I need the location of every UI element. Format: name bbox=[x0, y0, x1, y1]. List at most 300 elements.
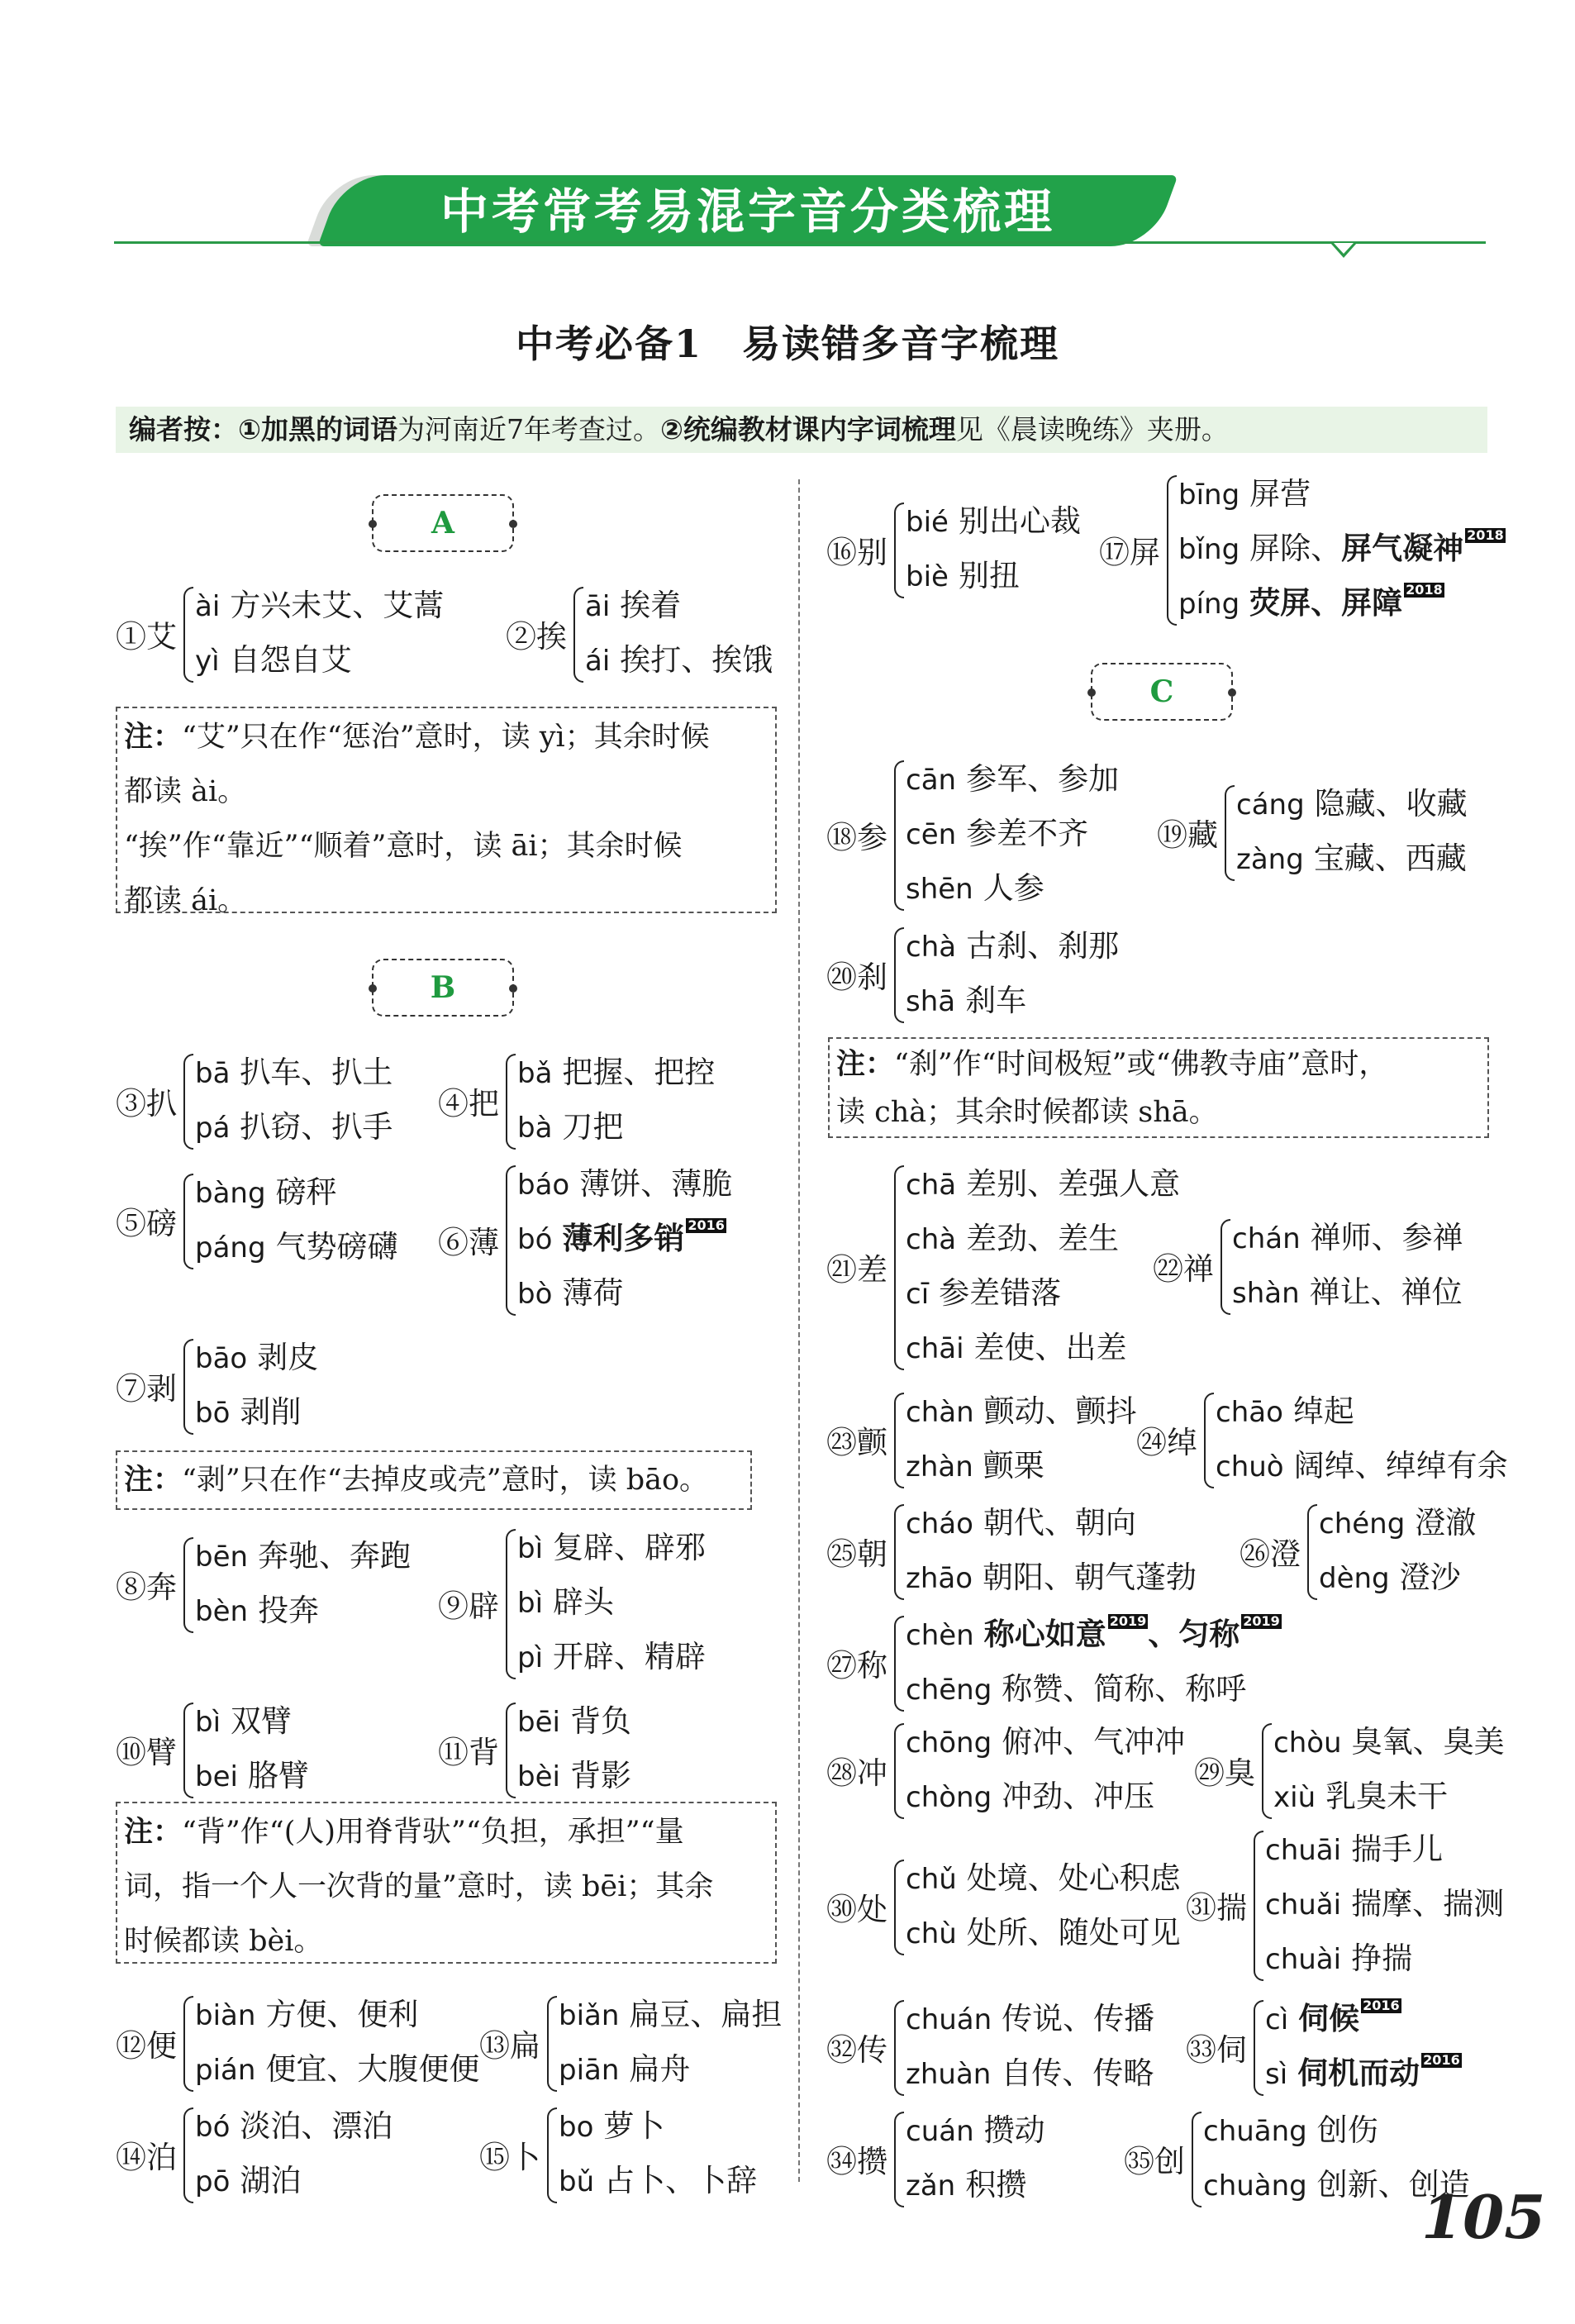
entry-head: ㉑差 bbox=[826, 1252, 887, 1288]
words: 气势磅礴 bbox=[275, 1229, 398, 1264]
note-label: 注： bbox=[124, 721, 183, 754]
entry-head: ⑧奔 bbox=[116, 1569, 177, 1605]
words: 复辟、辟邪 bbox=[553, 1530, 707, 1565]
pinyin: bó bbox=[195, 2111, 231, 2144]
brace bbox=[506, 1529, 516, 1679]
words: 隐藏、收藏 bbox=[1314, 786, 1468, 821]
words: 自怨自艾 bbox=[229, 642, 352, 678]
words: 参军、参加 bbox=[966, 761, 1120, 797]
pinyin: cī bbox=[906, 1278, 930, 1311]
pinyin: bó bbox=[517, 1223, 553, 1256]
words: 澄沙 bbox=[1399, 1560, 1461, 1595]
words: 颤栗 bbox=[983, 1448, 1044, 1483]
reading bbox=[195, 2099, 393, 2154]
entry-head: ㉔绰 bbox=[1136, 1425, 1197, 1460]
words: 扁豆、扁担 bbox=[629, 1997, 783, 2032]
words: 澄澈 bbox=[1415, 1505, 1477, 1541]
words: 绰起 bbox=[1292, 1393, 1354, 1429]
words: 薄荷 bbox=[562, 1275, 624, 1311]
reading bbox=[195, 1529, 411, 1583]
reading bbox=[1236, 777, 1468, 831]
words: 屏营 bbox=[1249, 476, 1311, 512]
pinyin: bīng bbox=[1178, 479, 1240, 512]
words-bold: 屏气凝神 bbox=[1341, 531, 1464, 566]
reading bbox=[517, 1100, 623, 1155]
entry-head: ㉚处 bbox=[826, 1892, 887, 1927]
words: 创新、创造 bbox=[1316, 2167, 1470, 2203]
pinyin: ài bbox=[195, 590, 221, 623]
words: 处所、随处可见 bbox=[966, 1915, 1181, 1950]
reading bbox=[1273, 1715, 1505, 1769]
words: 传说、传播 bbox=[1002, 2001, 1155, 2036]
pinyin: chán bbox=[1232, 1222, 1301, 1255]
entry-head: ⑯别 bbox=[826, 535, 887, 570]
reading bbox=[906, 1266, 1061, 1321]
entry-head: ⑳刹 bbox=[826, 960, 887, 995]
words: 差使、出差 bbox=[973, 1330, 1127, 1365]
reading bbox=[906, 861, 1044, 916]
note-label: 注： bbox=[124, 1816, 183, 1849]
pinyin: chuò bbox=[1216, 1450, 1284, 1483]
reading bbox=[517, 1212, 726, 1266]
note-line: 词，指一个人一次背的量”意时，读 bēi；其余 bbox=[124, 1870, 714, 1903]
note-line: “艾”只在作“惩治”意时，读 yì；其余时候 bbox=[182, 721, 710, 754]
words: 伺机而动 bbox=[1297, 2055, 1420, 2091]
pinyin: chuài bbox=[1265, 1943, 1342, 1976]
entry-head: ⑦剥 bbox=[116, 1371, 177, 1407]
note-label: 注： bbox=[124, 1464, 183, 1497]
pinyin: bāo bbox=[195, 1342, 248, 1375]
words: 挨打、挨饿 bbox=[620, 642, 773, 678]
pinyin: chòu bbox=[1273, 1726, 1342, 1760]
note-line: “挨”作“靠近”“顺着”意时，读 āi；其余时候 bbox=[124, 830, 683, 863]
pinyin: biàn bbox=[195, 1999, 256, 2032]
reading bbox=[517, 1045, 715, 1100]
reading bbox=[906, 1157, 1180, 1212]
reading bbox=[906, 549, 1020, 603]
words: 称赞、简称、称呼 bbox=[1002, 1671, 1247, 1707]
brace bbox=[894, 2000, 904, 2096]
pinyin: zhāo bbox=[906, 1562, 973, 1595]
words: 淡泊、漂泊 bbox=[240, 2108, 393, 2144]
words: 荧屏、屏障 bbox=[1249, 585, 1403, 621]
brace bbox=[547, 1996, 557, 2092]
reading bbox=[906, 1851, 1181, 1906]
brace bbox=[183, 1537, 193, 1633]
words: 攒动 bbox=[983, 2112, 1045, 2148]
note-label: 注： bbox=[836, 1048, 895, 1081]
pinyin: bei bbox=[195, 1760, 238, 1793]
year-badge: 2018 bbox=[1406, 582, 1443, 598]
pinyin: bì bbox=[517, 1532, 544, 1565]
brace bbox=[1254, 1831, 1263, 1981]
words: 磅秤 bbox=[275, 1174, 337, 1210]
header-notch-inner bbox=[1334, 243, 1354, 254]
reading bbox=[195, 1988, 418, 2042]
reading bbox=[195, 1220, 398, 1274]
entry-head: ⑭泊 bbox=[116, 2140, 177, 2175]
pinyin: báo bbox=[517, 1169, 570, 1202]
pinyin: cuán bbox=[906, 2115, 974, 2148]
entry-head: ㉗称 bbox=[826, 1648, 887, 1683]
pinyin: chèn bbox=[906, 1619, 974, 1652]
pinyin: biǎn bbox=[559, 1999, 620, 2032]
brace bbox=[1262, 1723, 1272, 1819]
pinyin: zǎn bbox=[906, 2169, 956, 2203]
reading bbox=[1216, 1439, 1508, 1493]
reading bbox=[1178, 576, 1444, 631]
words: 把握、把控 bbox=[562, 1055, 716, 1090]
pinyin: bo bbox=[559, 2111, 594, 2144]
brace bbox=[183, 2107, 193, 2203]
pinyin: bǔ bbox=[559, 2165, 595, 2198]
reading bbox=[517, 1694, 631, 1749]
words: 背影 bbox=[569, 1758, 631, 1793]
reading bbox=[1319, 1550, 1461, 1605]
brace bbox=[894, 1616, 904, 1712]
words: 刀把 bbox=[562, 1109, 624, 1145]
pinyin: chòng bbox=[906, 1781, 992, 1814]
year-badge: 2019 bbox=[1109, 1613, 1147, 1629]
pinyin: chāo bbox=[1216, 1396, 1283, 1429]
pinyin: shēn bbox=[906, 873, 973, 906]
entry-head: ㉛揣 bbox=[1186, 1890, 1247, 1926]
brace bbox=[506, 1165, 516, 1316]
reading bbox=[906, 1906, 1181, 1960]
brace bbox=[183, 1054, 193, 1150]
entry-head: ③扒 bbox=[116, 1086, 177, 1122]
pinyin: chàn bbox=[906, 1396, 974, 1429]
note-cha bbox=[828, 1037, 1489, 1138]
pinyin: chōng bbox=[906, 1726, 992, 1760]
entry-head: ①艾 bbox=[116, 619, 177, 655]
words: 宝藏、西藏 bbox=[1313, 841, 1467, 876]
year-badge: 2018 bbox=[1467, 527, 1504, 543]
pinyin: bàng bbox=[195, 1177, 266, 1210]
words-bold: 、匀称 bbox=[1148, 1617, 1240, 1652]
words: 揣手儿 bbox=[1351, 1831, 1444, 1867]
pinyin: chuàng bbox=[1203, 2169, 1307, 2203]
pinyin: cì bbox=[1265, 2003, 1289, 2036]
editor-note bbox=[116, 407, 1487, 453]
brace bbox=[1254, 2000, 1263, 2096]
words: 颤动、颤抖 bbox=[983, 1393, 1137, 1429]
pinyin: bèn bbox=[195, 1595, 249, 1628]
pinyin: xiù bbox=[1273, 1781, 1316, 1814]
words: 古刹、刹那 bbox=[966, 928, 1120, 964]
reading bbox=[195, 1165, 337, 1220]
reading bbox=[906, 1212, 1119, 1266]
brace bbox=[1204, 1393, 1214, 1488]
reading bbox=[1232, 1265, 1463, 1320]
pinyin: bò bbox=[517, 1278, 553, 1311]
brace bbox=[1167, 475, 1177, 626]
words: 朝代、朝向 bbox=[983, 1505, 1136, 1541]
reading bbox=[559, 1988, 782, 2042]
reading bbox=[1265, 1822, 1443, 1877]
section-title: 中考必备1 易读错多音字梳理 bbox=[515, 321, 1059, 366]
pinyin: biè bbox=[906, 560, 949, 593]
note-bei bbox=[116, 1802, 777, 1964]
pinyin: shàn bbox=[1232, 1277, 1300, 1310]
pinyin: ái bbox=[585, 645, 611, 678]
reading bbox=[517, 1266, 623, 1321]
words: 参差不齐 bbox=[966, 816, 1089, 851]
words: 朝阳、朝气蓬勃 bbox=[983, 1560, 1197, 1595]
reading bbox=[1236, 831, 1467, 886]
reading bbox=[906, 752, 1119, 807]
pinyin: pō bbox=[195, 2165, 231, 2198]
pinyin: bié bbox=[906, 506, 949, 539]
words: 俯冲、气冲冲 bbox=[1002, 1724, 1186, 1760]
year-badge: 2016 bbox=[1363, 1998, 1400, 2013]
pinyin: dèng bbox=[1319, 1562, 1390, 1595]
reading bbox=[195, 1385, 301, 1440]
words: 挣揣 bbox=[1351, 1941, 1413, 1976]
words: 积攒 bbox=[965, 2167, 1027, 2203]
words: 伺候 bbox=[1298, 2001, 1360, 2036]
pinyin: chāi bbox=[906, 1332, 964, 1365]
reading bbox=[906, 1550, 1197, 1605]
pinyin: bō bbox=[195, 1397, 231, 1430]
entry-head: ⑱参 bbox=[826, 820, 887, 855]
entry-head: ㉖澄 bbox=[1240, 1536, 1301, 1572]
banner bbox=[331, 172, 1165, 251]
brace bbox=[894, 927, 904, 1023]
words: 方便、便利 bbox=[265, 1997, 419, 2032]
pinyin: zhuàn bbox=[906, 2058, 992, 2091]
words: 薄利多销 bbox=[562, 1221, 685, 1256]
brace bbox=[1221, 1219, 1230, 1315]
words: 辟头 bbox=[553, 1584, 615, 1620]
banner-title: 中考常考易混字音分类梳理 bbox=[440, 183, 1055, 240]
reading bbox=[906, 2158, 1026, 2212]
pinyin: chuǎi bbox=[1265, 1888, 1342, 1922]
entry-head: ②挨 bbox=[506, 619, 567, 655]
reading bbox=[585, 633, 773, 688]
reading bbox=[906, 1439, 1044, 1493]
pinyin: bèi bbox=[517, 1760, 560, 1793]
words: 屏除、 bbox=[1249, 531, 1342, 566]
letter-heading-c: C bbox=[1091, 663, 1233, 721]
reading bbox=[906, 974, 1026, 1028]
words: 扒窃、扒手 bbox=[240, 1109, 393, 1145]
words: 揣摩、揣测 bbox=[1351, 1886, 1505, 1922]
reading bbox=[517, 1575, 614, 1630]
pinyin: cháo bbox=[906, 1507, 973, 1541]
pinyin: píng bbox=[1178, 588, 1240, 621]
note-line: “背”作“(人)用脊背驮”“负担，承担”“量 bbox=[182, 1816, 684, 1849]
words: 冲劲、冲压 bbox=[1002, 1779, 1155, 1814]
reading bbox=[906, 2046, 1154, 2101]
entry-head: ㉞攒 bbox=[826, 2144, 887, 2179]
pinyin: pì bbox=[517, 1641, 544, 1674]
words: 禅让、禅位 bbox=[1309, 1274, 1463, 1310]
entry-head: ⑫便 bbox=[116, 2028, 177, 2064]
words: 占卜、卜辞 bbox=[604, 2163, 758, 2198]
letter-heading-a: A bbox=[372, 494, 514, 552]
brace bbox=[573, 587, 583, 683]
reading bbox=[585, 579, 681, 633]
entry-head: ⑩臂 bbox=[116, 1735, 177, 1770]
words: 薄饼、薄脆 bbox=[579, 1166, 733, 1202]
entry-head: ⑨辟 bbox=[438, 1588, 499, 1624]
words: 剥皮 bbox=[257, 1340, 319, 1375]
reading bbox=[1273, 1769, 1448, 1824]
reading bbox=[1178, 521, 1506, 576]
words: 臭氧、臭美 bbox=[1351, 1724, 1505, 1760]
words: 自传、传略 bbox=[1001, 2055, 1154, 2091]
pinyin: cēn bbox=[906, 818, 957, 851]
words: 称心如意 bbox=[983, 1617, 1106, 1652]
reading bbox=[195, 1331, 318, 1385]
brace bbox=[894, 1504, 904, 1600]
pinyin: cáng bbox=[1236, 788, 1305, 821]
pinyin: zhàn bbox=[906, 1450, 973, 1483]
reading bbox=[906, 919, 1119, 974]
entry-head: ⑲藏 bbox=[1157, 817, 1218, 853]
brace bbox=[894, 1860, 904, 1955]
brace bbox=[183, 587, 193, 683]
entry-head: ⑮卜 bbox=[479, 2140, 540, 2175]
reading bbox=[906, 807, 1088, 861]
reading bbox=[1232, 1211, 1463, 1265]
brace bbox=[894, 2112, 904, 2207]
brace bbox=[894, 1723, 904, 1819]
words: 刹车 bbox=[965, 983, 1027, 1018]
reading bbox=[1265, 1992, 1401, 2046]
entry-head: ⑬扁 bbox=[479, 2028, 540, 2064]
pinyin: bā bbox=[195, 1057, 231, 1090]
brace bbox=[183, 1703, 193, 1798]
brace bbox=[547, 2107, 557, 2203]
words: 剥削 bbox=[240, 1394, 302, 1430]
year-badge: 2019 bbox=[1243, 1613, 1280, 1629]
words: 差劲、差生 bbox=[966, 1221, 1120, 1256]
entry-head: ㉝伺 bbox=[1186, 2032, 1247, 2068]
note-ai bbox=[116, 707, 777, 917]
words: 禅师、参禅 bbox=[1310, 1220, 1463, 1255]
pinyin: āi bbox=[585, 590, 611, 623]
reading bbox=[195, 2042, 479, 2097]
reading bbox=[906, 1321, 1127, 1375]
words: 方兴未艾、艾蒿 bbox=[230, 588, 445, 623]
entry-head: ㉙臭 bbox=[1194, 1755, 1255, 1791]
pinyin: bēi bbox=[517, 1706, 560, 1739]
reading bbox=[1265, 1931, 1412, 1986]
entry-head: ㉓颤 bbox=[826, 1425, 887, 1460]
header-rule bbox=[114, 241, 1486, 244]
reading bbox=[195, 1045, 393, 1100]
letter-heading-b: B bbox=[372, 959, 514, 1017]
pinyin: bà bbox=[517, 1112, 553, 1145]
pinyin: zàng bbox=[1236, 843, 1304, 876]
brace bbox=[183, 1996, 193, 2092]
brace bbox=[183, 1174, 193, 1269]
pinyin: chà bbox=[906, 931, 957, 964]
column-divider bbox=[798, 479, 800, 2182]
pinyin: chuāi bbox=[1265, 1834, 1342, 1867]
editor-note-label: 编者按： bbox=[129, 413, 238, 445]
reading bbox=[195, 2154, 301, 2208]
entry-head: ㉜传 bbox=[826, 2032, 887, 2068]
pinyin: chǔ bbox=[906, 1863, 957, 1896]
pinyin: páng bbox=[195, 1231, 266, 1264]
pinyin: pián bbox=[195, 2054, 256, 2087]
words: 人参 bbox=[983, 870, 1044, 906]
reading bbox=[906, 1715, 1185, 1769]
editor-note-p1-bold: ①加黑的词语 bbox=[238, 413, 397, 445]
reading bbox=[906, 1769, 1154, 1824]
reading bbox=[1203, 2103, 1378, 2158]
words: 阔绰、绰绰有余 bbox=[1293, 1448, 1508, 1483]
pinyin: bì bbox=[195, 1706, 221, 1739]
reading bbox=[195, 1749, 309, 1803]
words: 投奔 bbox=[258, 1593, 320, 1628]
note-line: “剥”只在作“去掉皮或壳”意时，读 bāo。 bbox=[182, 1464, 709, 1497]
brace bbox=[1192, 2112, 1201, 2207]
words: 挨着 bbox=[620, 588, 682, 623]
pinyin: shā bbox=[906, 985, 956, 1018]
reading bbox=[517, 1157, 732, 1212]
year-badge: 2016 bbox=[1423, 2052, 1460, 2068]
reading bbox=[195, 633, 352, 688]
reading bbox=[1265, 1877, 1504, 1931]
entry-head: ㉒禅 bbox=[1153, 1251, 1214, 1287]
entry-head: ⑤磅 bbox=[116, 1206, 177, 1241]
words: 别出心裁 bbox=[958, 503, 1081, 539]
pinyin: chù bbox=[906, 1917, 957, 1950]
words: 奔驰、奔跑 bbox=[258, 1538, 412, 1574]
reading bbox=[906, 1662, 1246, 1717]
reading bbox=[906, 2103, 1045, 2158]
reading bbox=[559, 2042, 690, 2097]
words: 参差错落 bbox=[939, 1275, 1062, 1311]
editor-note-p1-rest: 为河南近7年考查过。 bbox=[397, 413, 660, 445]
brace bbox=[894, 1165, 904, 1370]
pinyin: chuāng bbox=[1203, 2115, 1307, 2148]
brace bbox=[183, 1339, 193, 1435]
words: 创伤 bbox=[1316, 2112, 1378, 2148]
note-line: 时候都读 bèi。 bbox=[124, 1925, 323, 1958]
pinyin: bǎ bbox=[517, 1057, 553, 1090]
brace bbox=[894, 1393, 904, 1488]
entry-head: ㉕朝 bbox=[826, 1536, 887, 1572]
pinyin: piān bbox=[559, 2054, 620, 2087]
pinyin: bì bbox=[517, 1587, 544, 1620]
words: 乳臭未干 bbox=[1325, 1779, 1449, 1814]
words: 开辟、精辟 bbox=[553, 1639, 707, 1674]
note-line: 都读 ái。 bbox=[124, 884, 247, 917]
entry-head: ㉘冲 bbox=[826, 1755, 887, 1791]
reading bbox=[906, 1384, 1137, 1439]
reading bbox=[1319, 1496, 1476, 1550]
words: 萝卜 bbox=[603, 2108, 665, 2144]
brace bbox=[894, 760, 904, 911]
pinyin: bēn bbox=[195, 1541, 249, 1574]
words: 便宜、大腹便便 bbox=[265, 2051, 480, 2087]
note-line: 读 chà；其余时候都读 shā。 bbox=[836, 1096, 1218, 1129]
entry-head: ⑥薄 bbox=[438, 1225, 499, 1260]
reading bbox=[195, 1694, 292, 1749]
note-line: 都读 ài。 bbox=[124, 775, 247, 808]
reading bbox=[517, 1521, 706, 1575]
reading bbox=[559, 2154, 757, 2208]
pinyin: chēng bbox=[906, 1674, 992, 1707]
pinyin: chuán bbox=[906, 2003, 992, 2036]
reading bbox=[1265, 2046, 1462, 2101]
pinyin: pá bbox=[195, 1112, 231, 1145]
